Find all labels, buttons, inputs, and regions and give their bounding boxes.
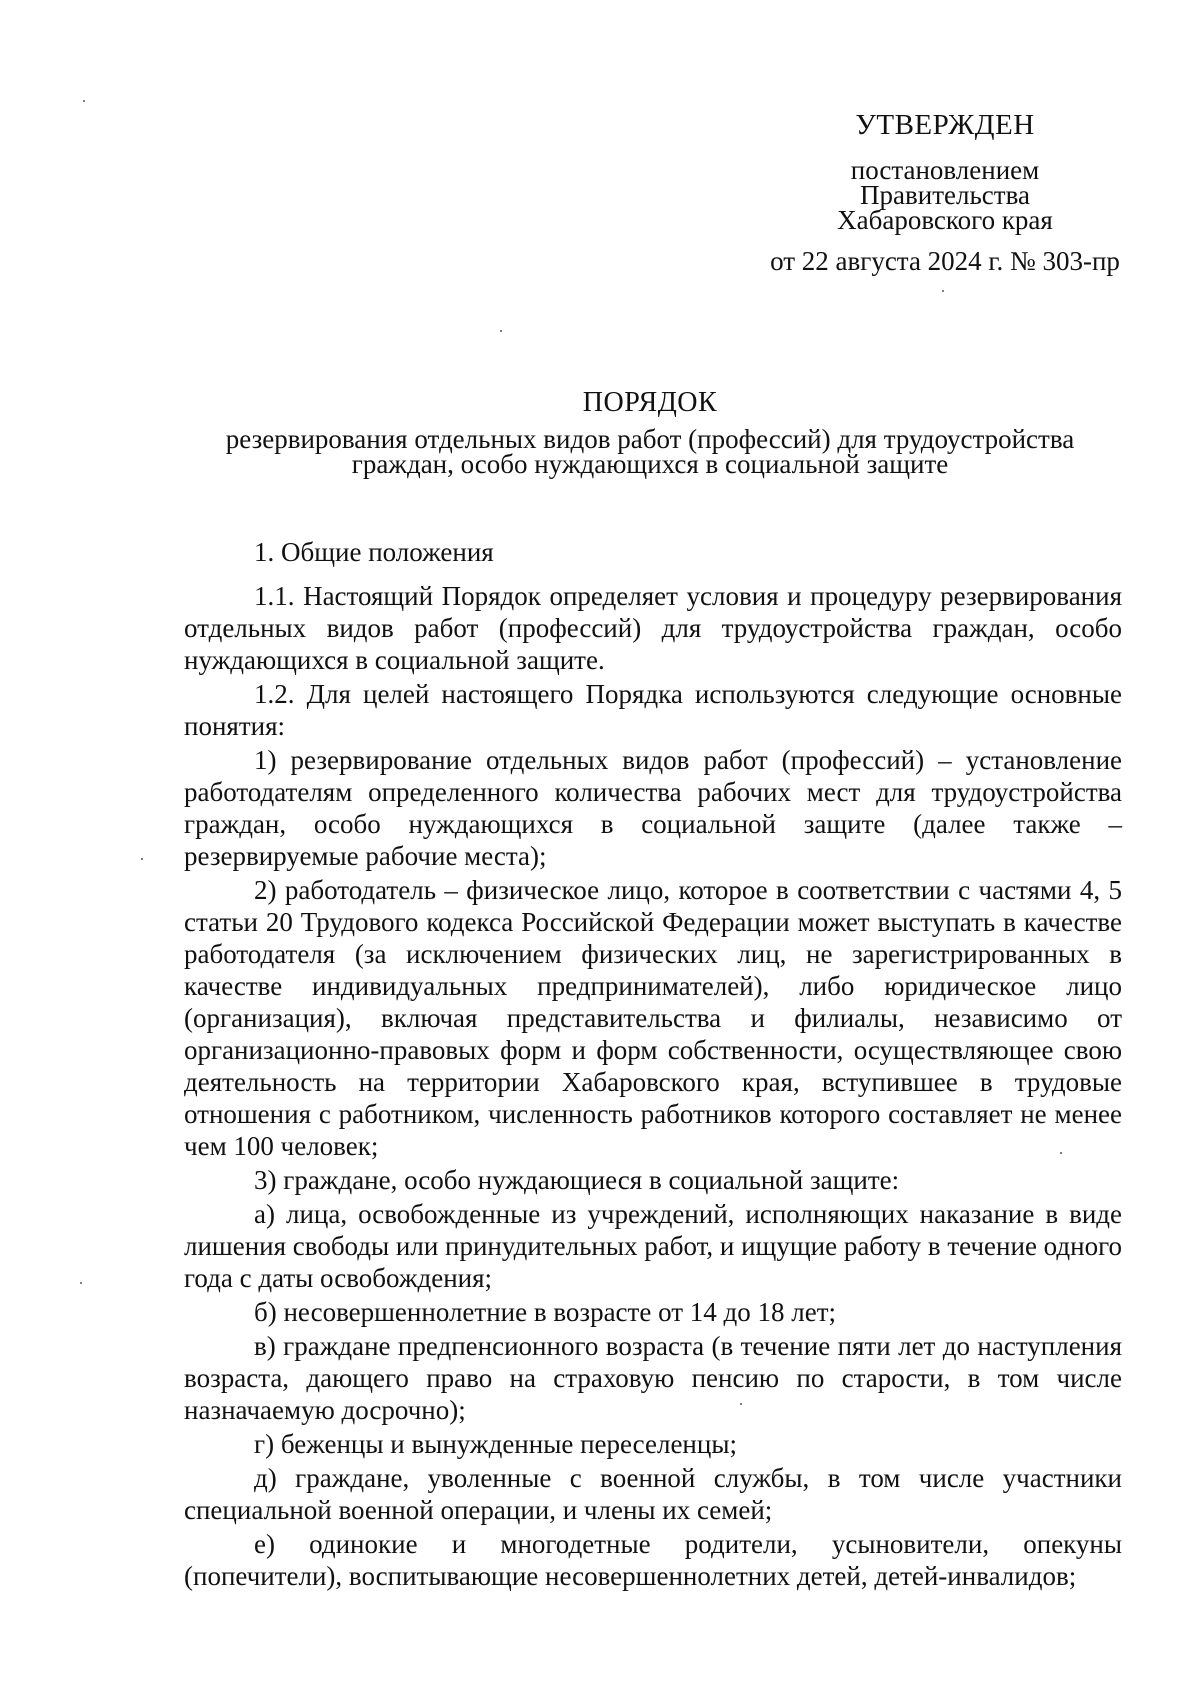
approval-stamp [735,108,1155,277]
subtitle-line-1: резервирования отдельных видов работ (профессий) для трудоустройства [225,424,1075,454]
scan-speck [942,290,944,292]
approved-label: УТВЕРЖДЕН [855,109,1035,141]
scan-speck [740,1403,742,1405]
item-v: в) граждане предпенсионного возраста (в течение пяти лет до наступления возраста, дающего право на страховую пенсию по старости, в том числе назначаемую досрочно); [184,1331,1122,1425]
subtitle-line-2: граждан, особо нуждающихся в социальной защите [351,449,949,479]
approval-date: от 22 августа 2024 г. № 303-пр [770,246,1120,276]
scan-speck [83,100,85,102]
scan-speck [1060,1152,1062,1154]
approval-line-3: Хабаровского края [837,205,1053,235]
document-subtitle [170,424,1130,479]
item-a: а) лица, освобожденные из учреждений, исполняющих наказание в виде лишения свободы или принудительных работ, и ищущие работу в течение одного года с даты освобождения; [184,1199,1122,1293]
scan-speck [500,330,502,332]
definition-2: 2) работодатель – физическое лицо, которое в соответствии с частями 4, 5 статьи 20 Трудового кодекса Российской Федерации может выступать в качестве работодателя (за исключением физических лиц, не зарегистрированных в качестве индивидуальных предпринимателей), либо юридическое лицо (организация), включая представительства и филиалы, независимо от организационно-правовых форм и форм собственности, осуществляющее свою деятельность на территории Хабаровского края, вступившее в трудовые отношения с работником, численность работников которого составляет не менее чем 100 человек; [184,875,1122,1161]
approval-line-2: Правительства [860,180,1030,210]
item-g: г) беженцы и вынужденные переселенцы; [254,1429,737,1459]
document-title: ПОРЯДОК [582,387,718,418]
item-e: е) одинокие и многодетные родители, усыновители, опекуны (попечители), воспитывающие несовершеннолетних детей, детей-инвалидов; [184,1529,1122,1591]
paragraph-1-1: 1.1. Настоящий Порядок определяет условия и процедуру резервирования отдельных видов работ (профессий) для трудоустройства граждан, особо нуждающихся в социальной защите. [184,581,1122,675]
section-heading: 1. Общие положения [254,537,494,567]
item-d: д) граждане, уволенные с военной службы, в том числе участники специальной военной операции, и члены их семей; [184,1463,1122,1525]
approval-line-1: постановлением [850,155,1040,185]
definition-1: 1) резервирование отдельных видов работ (профессий) – установление работодателям определенного количества рабочих мест для трудоустройства граждан, особо нуждающихся в социальной защите (далее также – резервируемые рабочие места); [184,745,1122,871]
document-body [184,536,1122,1592]
definition-3: 3) граждане, особо нуждающиеся в социальной защите: [254,1165,900,1195]
scan-speck [141,858,143,860]
item-b: б) несовершеннолетние в возрасте от 14 до 18 лет; [254,1297,837,1327]
paragraph-1-2: 1.2. Для целей настоящего Порядка используются следующие основные понятия: [184,679,1122,741]
scan-speck [80,1282,82,1284]
